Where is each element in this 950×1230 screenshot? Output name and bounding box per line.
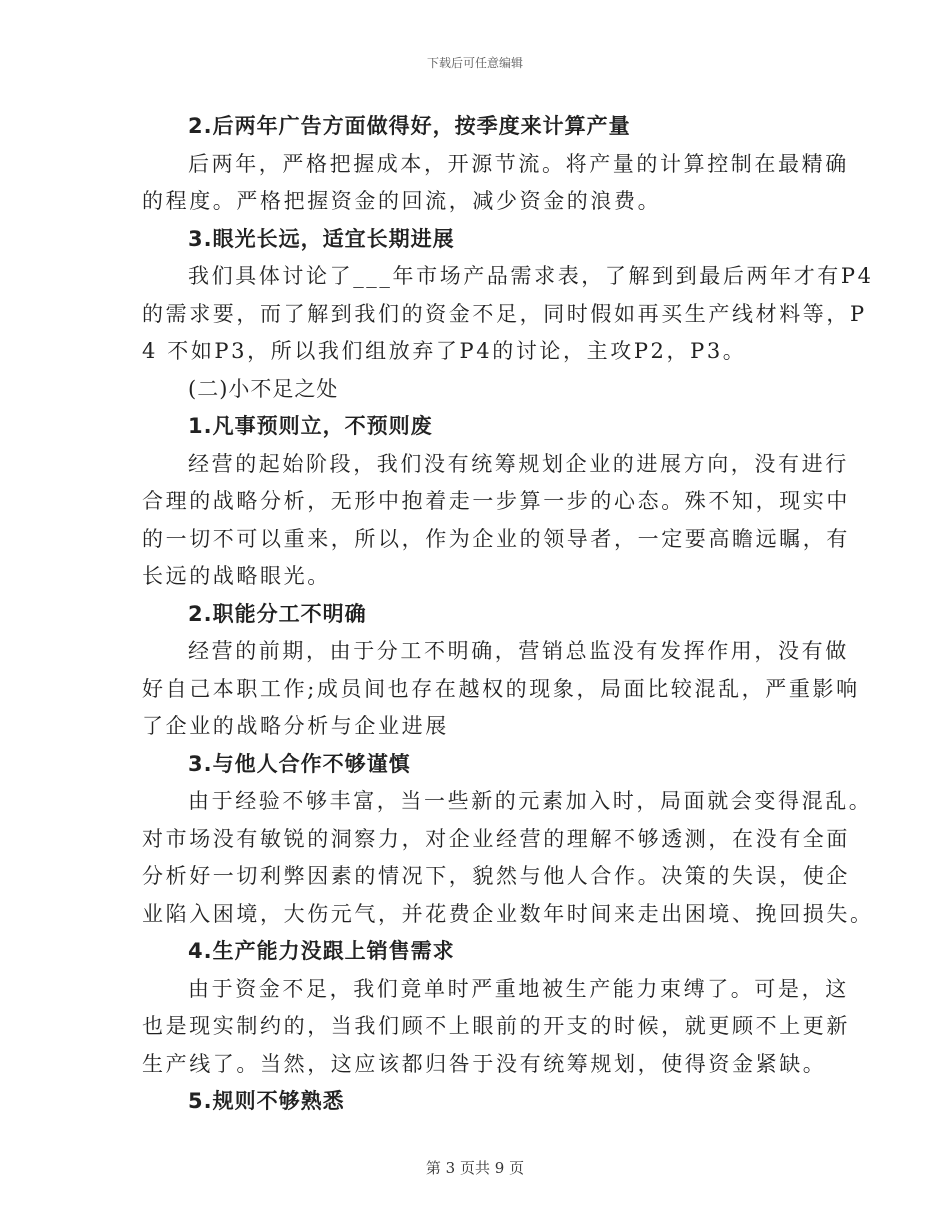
paragraph-line: 后两年，严格把握成本，开源节流。将产量的计算控制在最精确	[188, 151, 849, 176]
paragraph-line: 的一切不可以重来，所以，作为企业的领导者，一定要高瞻远瞩，有	[142, 526, 850, 551]
page-footer: 第 3 页共 9 页	[425, 1159, 525, 1177]
paragraph-line: 我们具体讨论了___年市场产品需求表，了解到到最后两年才有P4	[188, 264, 874, 288]
paragraph-line: 了企业的战略分析与企业进展	[142, 714, 449, 738]
paragraph-line: 对市场没有敏锐的洞察力，对企业经营的理解不够透测，在没有全面	[142, 826, 850, 851]
paragraph-line: 业陷入困境，大伤元气，并花费企业数年时间来走出困境、挽回损失。	[142, 901, 874, 926]
section-heading: 2.后两年广告方面做得好，按季度来计算产量	[188, 114, 631, 138]
paragraph-line: 分析好一切利弊因素的情况下，貌然与他人合作。决策的失误，使企	[142, 864, 850, 888]
paragraph-line: 好自己本职工作;成员间也存在越权的现象，局面比较混乱，严重影响	[142, 676, 860, 701]
section-heading: 4.生产能力没跟上销售需求	[188, 939, 455, 963]
paragraph-line: 的需求要，而了解到我们的资金不足，同时假如再买生产线材料等，P	[142, 301, 867, 326]
section-heading: 1.凡事预则立，不预则废	[188, 414, 433, 438]
section-heading: 2.职能分工不明确	[188, 601, 367, 626]
paragraph-line: 生产线了。当然，这应该都归咎于没有统筹规划，使得资金紧缺。	[142, 1051, 827, 1076]
paragraph-line: 由于资金不足，我们竟单时严重地被生产能力束缚了。可是，这	[188, 976, 849, 1001]
paragraph-line: 由于经验不够丰富，当一些新的元素加入时，局面就会变得混乱。	[188, 789, 873, 813]
document-body	[142, 108, 874, 1121]
section-heading: 5.规则不够熟悉	[188, 1089, 345, 1113]
paragraph-line: 的程度。严格把握资金的回流，减少资金的浪费。	[142, 189, 662, 213]
page-header: 下载后可任意编辑	[426, 56, 523, 70]
paragraph-line: 长远的战略眼光。	[142, 564, 331, 588]
subsection-heading: (二)小不足之处	[188, 376, 339, 401]
paragraph-line: 也是现实制约的，当我们顾不上眼前的开支的时候，就更顾不上更新	[142, 1014, 850, 1038]
section-heading: 3.与他人合作不够谨慎	[188, 751, 411, 776]
paragraph-line: 经营的前期，由于分工不明确，营销总监没有发挥作用，没有做	[188, 639, 849, 663]
paragraph-line: 合理的战略分析，无形中抱着走一步算一步的心态。殊不知，现实中	[142, 489, 850, 513]
paragraph-line: 经营的起始阶段，我们没有统筹规划企业的进展方向，没有进行	[188, 451, 849, 476]
section-heading: 3.眼光长远，适宜长期进展	[188, 226, 455, 251]
paragraph-line: 4 不如P3，所以我们组放弃了P4的讨论，主攻P2，P3。	[142, 339, 747, 363]
